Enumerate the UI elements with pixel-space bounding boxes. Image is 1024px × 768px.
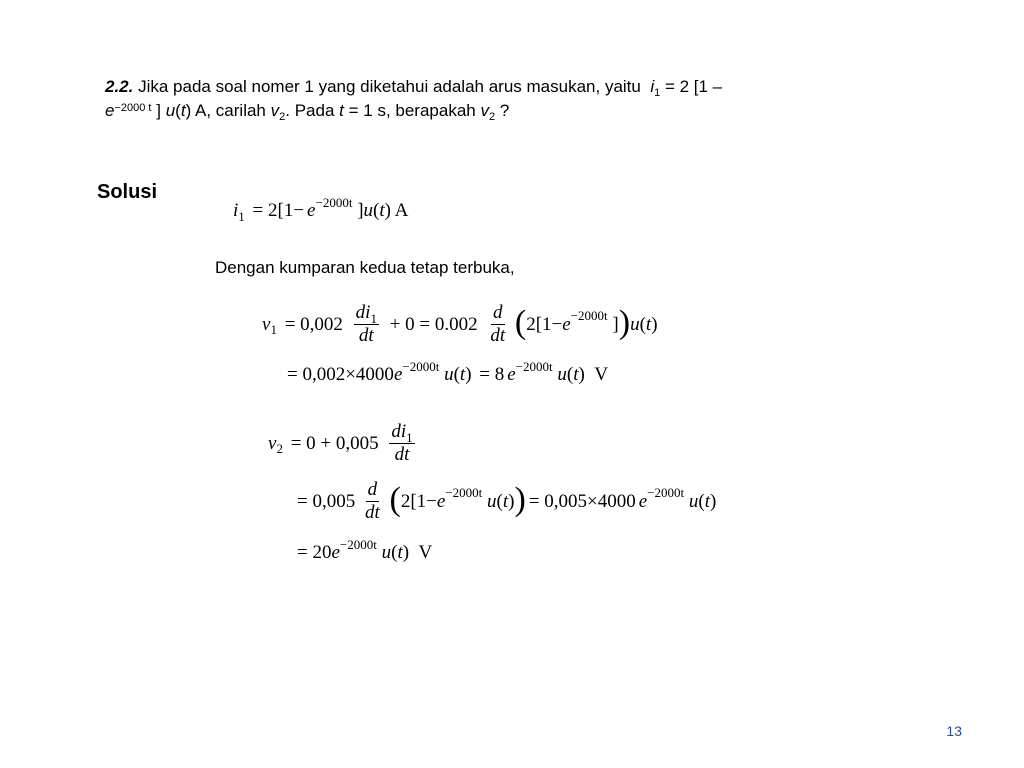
eq-v2-exp3: −2000t [339, 537, 377, 552]
t-symbol-2: t [339, 101, 344, 120]
v2-symbol: v [480, 101, 489, 120]
eq-v2-l2-mid: = 0,005×4000 [528, 490, 636, 512]
equation-v1-line1: $v_1 = 0,002$ $\frac{di_1}{dt}$ + 0 = 0.002 $\frac{d}{dt}$ ($2[1-e^{-2000t}$ ])u(t) [262, 302, 658, 346]
equation-v2-line2: = 0,005 $\frac{d}{dt}$ ($2[1-e^{-2000t}$ u(t)) = 0,005×4000 $e^{-2000t}$ u(t) [297, 479, 717, 523]
eq-v2-lhs-sub: 2 [276, 440, 283, 456]
eq-i1-exp: −2000t [315, 195, 353, 210]
eq-v2-t: t [502, 490, 509, 512]
eq-v1-l2-e: e [393, 364, 403, 385]
eq-v2-frac1-num-sub: 1 [406, 430, 413, 445]
eq-v2-u3: u [381, 542, 392, 563]
eq-i1-u: u [363, 200, 374, 221]
eq-v2-exp: −2000t [445, 484, 483, 500]
eq-i1-unit: A [394, 200, 409, 221]
open-paren-2: ( [389, 480, 401, 518]
problem-statement: 2.2. Jika pada soal nomer 1 yang diketahui adalah arus masukan, yaitu $i_1 = 2$ [1 – $e^{-2000 t}$ ] u(t) A, carilah $v_2$. Pada t = 1 s, berapakah $v_2$ ? [105, 77, 723, 123]
equation-i1: $i_1 = 2[1- e^{-2000t}$ ]u(t) A [233, 195, 409, 224]
eq-v1-frac1 [354, 303, 379, 346]
question-mark: ? [499, 101, 510, 120]
eq-v2-l2-prefix: = 0,005 [297, 490, 356, 512]
equation-v2-line1 [268, 422, 418, 465]
equation-v1-line2: = $0,002\times 4000e^{-2000t}$ u(t) = 8 $e^{-2000t}$ u(t) V [287, 359, 609, 385]
t-symbol: t [180, 101, 186, 120]
eq-v1-frac2-num: d [493, 302, 503, 323]
close-paren: ) [618, 303, 631, 341]
e-symbol: e [105, 101, 115, 120]
v2-sub: 2 [488, 111, 496, 123]
eq-v2-exp2: −2000t [647, 484, 685, 500]
eq-v2-frac1-den: dt [394, 444, 410, 465]
eq-part: = 2 [1 – [664, 77, 723, 96]
note-text: Dengan kumparan kedua tetap terbuka, [215, 258, 515, 277]
eq-v1-lhs-sub: 1 [270, 321, 277, 337]
eq-v2-frac2-num: d [367, 479, 378, 500]
eq-v1-inner-suffix: ] [612, 313, 619, 335]
eq-v1-l2-unit: V [594, 364, 609, 385]
t-eq-text: = 1 s, berapakah [348, 101, 476, 120]
eq-v1-l2-u: u [444, 364, 454, 385]
eq-v1-mid: + 0 = 0.002 [389, 313, 478, 335]
eq-v2-e: e [436, 490, 446, 512]
eq-v1-u: u [630, 313, 640, 335]
eq-v2-t3: t [397, 542, 403, 563]
eq-v2-e3: e [331, 542, 340, 563]
eq-v1-lhs: v [262, 313, 271, 335]
eq-v2-lhs: v [268, 432, 277, 454]
eq-i1-lhs: i [233, 200, 239, 221]
eq-i1-lhs-sub: 1 [238, 209, 245, 224]
eq-v2-l3-prefix: = 20 [297, 542, 332, 563]
eq-i1-suffix: ] [357, 200, 364, 221]
v-symbol: v [270, 101, 280, 120]
eq-v2-unit: V [418, 542, 433, 563]
after-ut-text: A, carilah [195, 101, 266, 120]
i-symbol: i [650, 77, 655, 96]
eq-v2-u2: u [688, 490, 699, 512]
solusi-heading: Solusi [97, 181, 158, 203]
equation-v2-line3: = $20e^{-2000t}$ u(t) V [297, 537, 433, 563]
eq-v1-frac1-den: dt [358, 325, 374, 346]
pada-text: . Pada [285, 101, 335, 120]
eq-v1-l2-exp: −2000t [402, 359, 440, 374]
eq-v1-l2-e2: e [507, 364, 516, 385]
close-paren-2: ) [514, 480, 526, 518]
eq-v1-l2-u2: u [557, 364, 567, 385]
eq-v2-frac1 [389, 422, 414, 465]
eq-v2-frac1-num: di [391, 421, 407, 442]
problem-text: Jika pada soal nomer 1 yang diketahui adalah arus masukan, yaitu [138, 77, 641, 96]
eq-v1-inner-prefix: 2[1− [526, 313, 563, 335]
eq-i1-e: e [307, 200, 316, 221]
problem-number: 2.2. [105, 77, 134, 96]
e-exp: −2000 t [114, 102, 152, 114]
eq-v1-exp: −2000t [570, 307, 608, 323]
eq-v2-u: u [487, 490, 497, 512]
eq-v2-frac2 [363, 480, 382, 523]
v-sub: 2 [279, 111, 286, 123]
eq-v1-frac1-num: di [355, 302, 371, 323]
eq-v2-frac2-den: dt [364, 502, 380, 523]
eq-v2-inner-prefix: 2[1− [400, 490, 437, 512]
u-symbol: u [165, 101, 176, 120]
eq-i1-prefix: = 2[1− [252, 200, 305, 221]
eq-v1-l2-t2: t [573, 364, 579, 385]
eq-v2-t2: t [704, 490, 710, 512]
eq-v1-e: e [562, 313, 571, 335]
open-paren: ( [514, 303, 527, 341]
eq-v1-frac2 [488, 303, 507, 346]
eq-i1-t: t [379, 200, 385, 221]
eq-v1-frac1-num-sub: 1 [370, 311, 377, 326]
eq-v2-l1-rhs: = 0 + 0,005 [290, 432, 379, 454]
eq-v1-t: t [645, 313, 652, 335]
page-number: 13 [946, 723, 962, 739]
bracket-close: ] [156, 101, 161, 120]
eq-v1-coef: = 0,002 [284, 313, 343, 335]
eq-v1-l2-prefix: = 0,002×4000 [287, 364, 394, 385]
eq-v2-e2: e [638, 490, 648, 512]
eq-v1-l2-mid: = 8 [479, 364, 505, 385]
eq-v1-l2-exp2: −2000t [515, 359, 553, 374]
i-sub: 1 [654, 87, 661, 99]
eq-v1-frac2-den: dt [490, 325, 506, 346]
eq-v1-l2-t: t [459, 364, 466, 385]
